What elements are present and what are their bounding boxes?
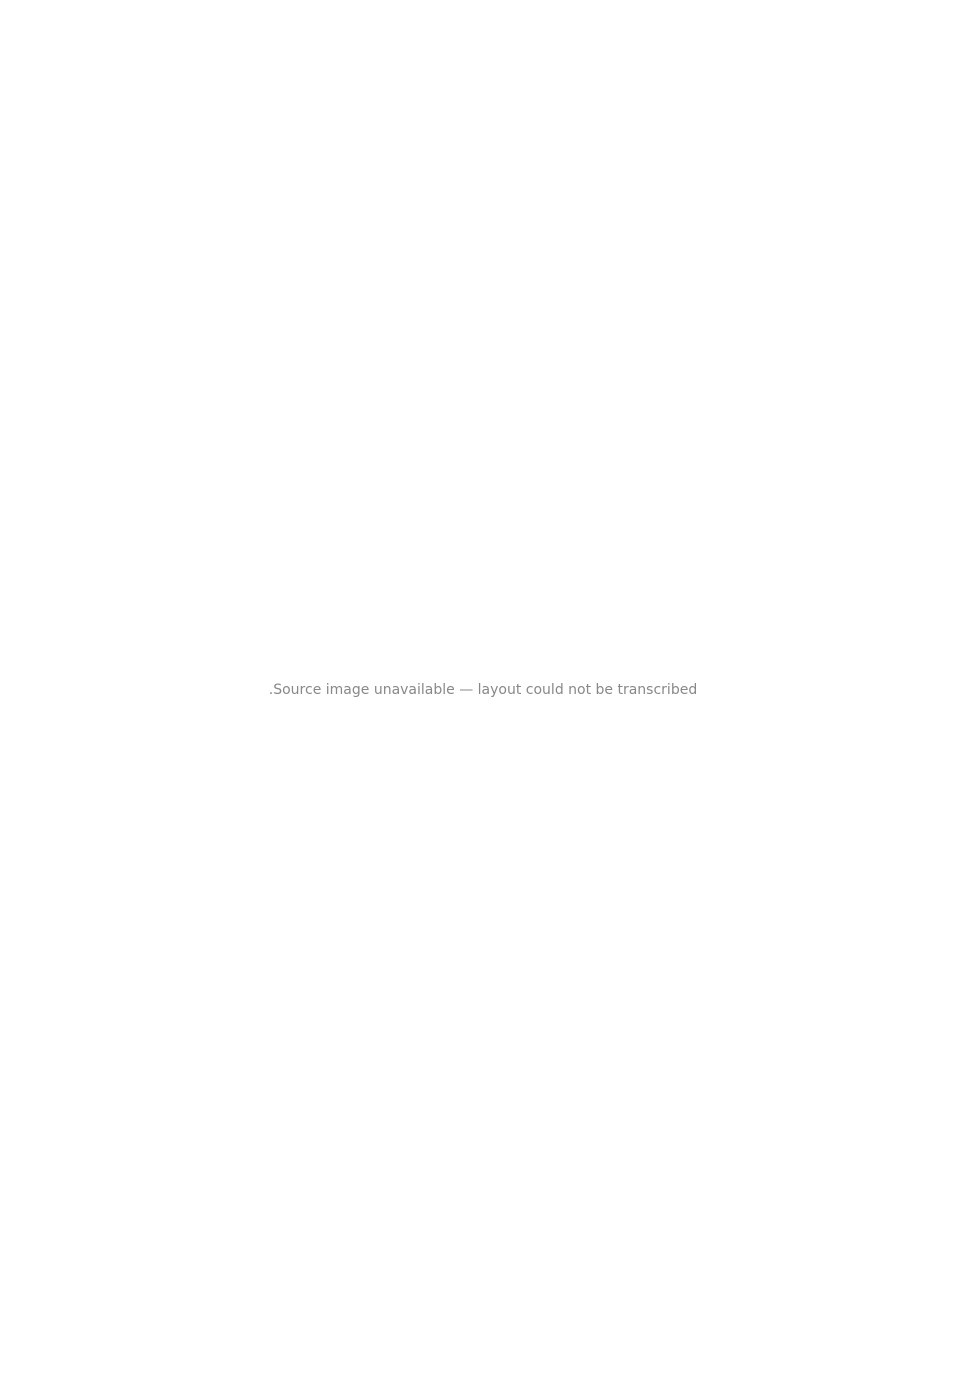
notice: Source image unavailable — layout could not be transcribed. (268, 682, 698, 698)
